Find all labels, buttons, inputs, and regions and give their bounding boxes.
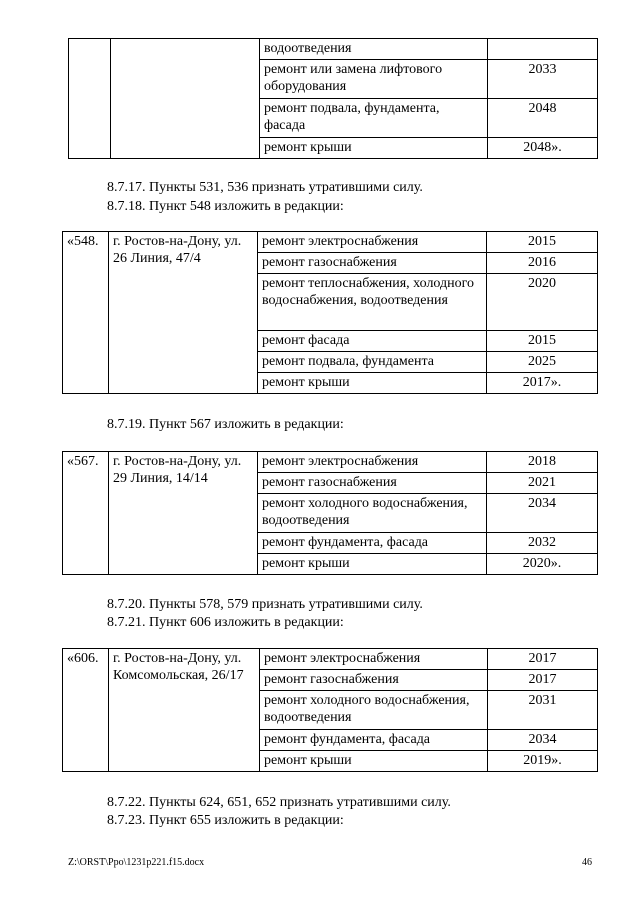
work-cell: ремонт электроснабжения xyxy=(258,452,487,473)
work-cell: ремонт фундамента, фасада xyxy=(258,533,487,554)
year-cell: 2016 xyxy=(487,253,598,274)
paragraph-8-7-22: 8.7.22. Пункты 624, 651, 652 признать утратившими силу. xyxy=(107,795,451,810)
work-cell: ремонт крыши xyxy=(258,554,487,575)
work-cell: ремонт электроснабжения xyxy=(258,232,487,253)
year-cell: 2032 xyxy=(487,533,598,554)
year-cell: 2015 xyxy=(487,232,598,253)
year-cell: 2017». xyxy=(487,373,598,394)
year-cell: 2031 xyxy=(488,691,598,730)
year-cell: 2048 xyxy=(488,99,598,138)
work-cell: ремонт фундамента, фасада xyxy=(260,730,488,751)
work-cell: ремонт подвала, фундамента xyxy=(258,352,487,373)
year-cell: 2034 xyxy=(487,494,598,533)
address-cell: г. Ростов-на-Дону, ул. 29 Линия, 14/14 xyxy=(109,452,258,575)
year-cell: 2019». xyxy=(488,751,598,772)
work-cell: ремонт фасада xyxy=(258,331,487,352)
footer-file-path: Z:\ORST\Ppo\1231p221.f15.docx xyxy=(68,857,205,868)
work-cell: водоотведения xyxy=(260,39,488,60)
footer-page-number: 46 xyxy=(582,857,592,868)
work-cell: ремонт газоснабжения xyxy=(260,670,488,691)
num-cell: «548. xyxy=(63,232,109,394)
year-cell: 2018 xyxy=(487,452,598,473)
year-cell: 2017 xyxy=(488,649,598,670)
year-cell: 2033 xyxy=(488,60,598,99)
work-cell: ремонт газоснабжения xyxy=(258,253,487,274)
paragraph-8-7-20: 8.7.20. Пункты 578, 579 признать утратившими силу. xyxy=(107,597,423,612)
paragraph-8-7-19: 8.7.19. Пункт 567 изложить в редакции: xyxy=(107,417,344,432)
address-cell: г. Ростов-на-Дону, ул. Комсомольская, 26/17 xyxy=(109,649,260,772)
table-row xyxy=(63,232,598,253)
year-cell: 2020 xyxy=(487,274,598,331)
year-cell: 2048». xyxy=(488,138,598,159)
year-cell: 2025 xyxy=(487,352,598,373)
year-cell: 2015 xyxy=(487,331,598,352)
work-cell: ремонт подвала, фундамента, фасада xyxy=(260,99,488,138)
year-cell: 2017 xyxy=(488,670,598,691)
table-548 xyxy=(62,231,598,394)
paragraph-8-7-23: 8.7.23. Пункт 655 изложить в редакции: xyxy=(107,813,344,828)
table-row xyxy=(69,39,598,60)
table-606 xyxy=(62,648,598,772)
year-cell: 2021 xyxy=(487,473,598,494)
table-continuation xyxy=(68,38,598,159)
num-cell xyxy=(69,39,111,159)
year-cell: 2034 xyxy=(488,730,598,751)
work-cell: ремонт теплоснабжения, холодного водоснабжения, водоотведения xyxy=(258,274,487,331)
table-row xyxy=(63,649,598,670)
year-cell xyxy=(488,39,598,60)
table-row xyxy=(63,452,598,473)
work-cell: ремонт или замена лифтового оборудования xyxy=(260,60,488,99)
paragraph-8-7-17: 8.7.17. Пункты 531, 536 признать утратившими силу. xyxy=(107,180,423,195)
year-cell: 2020». xyxy=(487,554,598,575)
table-567 xyxy=(62,451,598,575)
paragraph-8-7-18: 8.7.18. Пункт 548 изложить в редакции: xyxy=(107,199,344,214)
work-cell: ремонт холодного водоснабжения, водоотведения xyxy=(258,494,487,533)
work-cell: ремонт крыши xyxy=(260,751,488,772)
paragraph-8-7-21: 8.7.21. Пункт 606 изложить в редакции: xyxy=(107,615,344,630)
work-cell: ремонт газоснабжения xyxy=(258,473,487,494)
work-cell: ремонт крыши xyxy=(258,373,487,394)
work-cell: ремонт холодного водоснабжения, водоотведения xyxy=(260,691,488,730)
address-cell xyxy=(111,39,260,159)
address-cell: г. Ростов-на-Дону, ул. 26 Линия, 47/4 xyxy=(109,232,258,394)
work-cell: ремонт крыши xyxy=(260,138,488,159)
work-cell: ремонт электроснабжения xyxy=(260,649,488,670)
num-cell: «567. xyxy=(63,452,109,575)
num-cell: «606. xyxy=(63,649,109,772)
